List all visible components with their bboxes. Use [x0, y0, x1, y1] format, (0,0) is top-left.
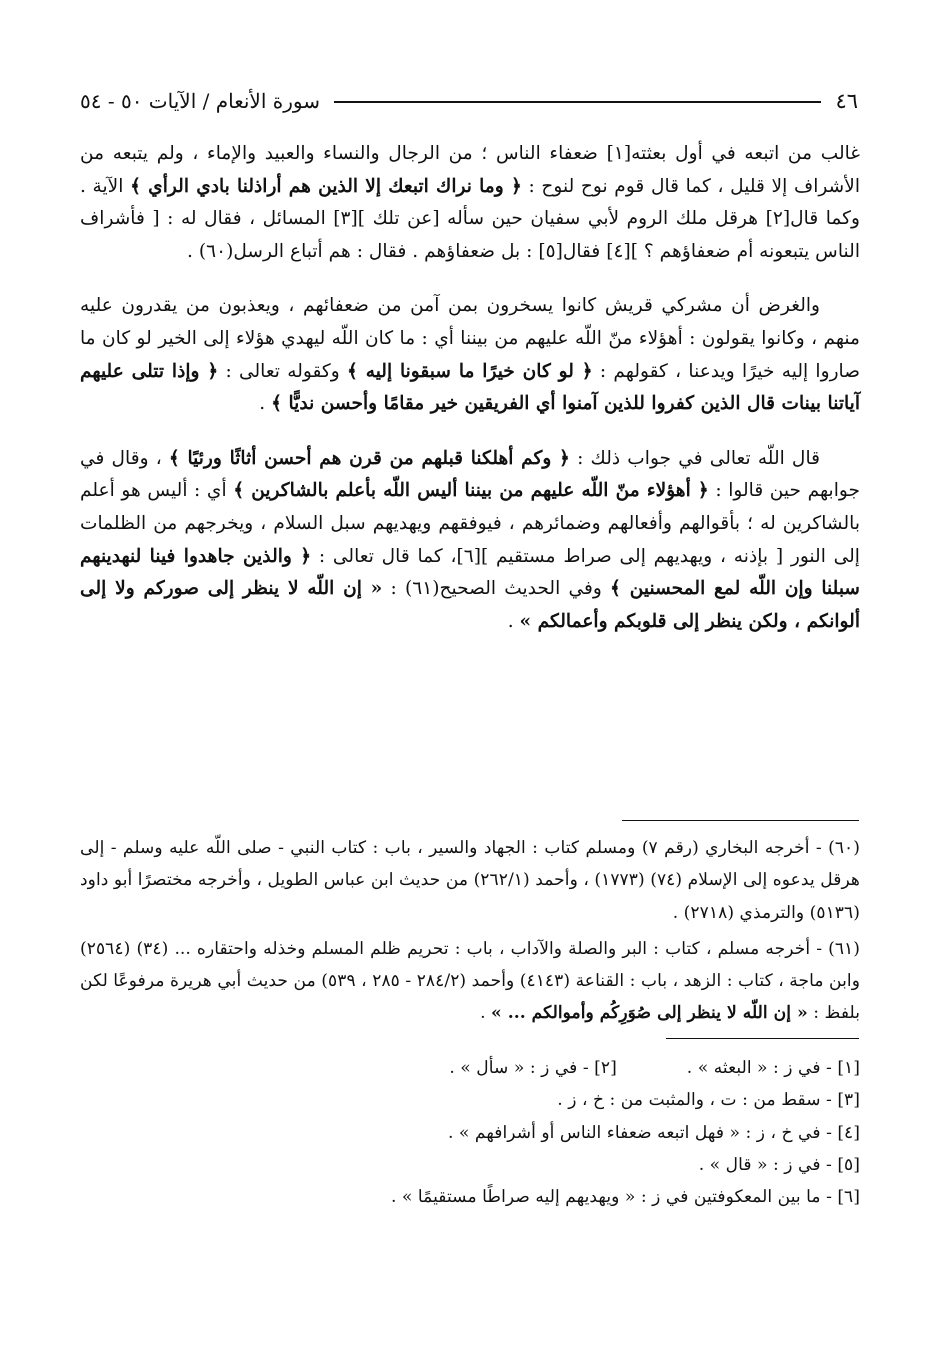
text-run: الآية . وكما قال[٢] هرقل ملك الروم لأبي سفيان حين سأله [عن تلك ][٣] المسائل ، فقال له : [ فأشراف الناس يتبعونه أم ضعفاؤهم ؟ ][٤] فقال[٥] : بل ضعفاؤهم . فقال : هم أتباع الرسل(٦٠) .: [80, 175, 860, 262]
variant-3: [٣] - سقط من : ت ، والمثبت من : خ ، ز .: [557, 1090, 860, 1111]
quran-quote: ﴿ والذين جاهدوا فينا لنهدينهم سبلنا وإن اللّه لمع المحسنين ﴾: [80, 545, 861, 600]
text-run: وكقوله تعالى :: [218, 360, 347, 382]
text-run: .: [507, 610, 520, 632]
footnotes: [80, 832, 860, 1034]
paragraph-2: [80, 290, 860, 420]
quran-quote: ﴿ وإذا تتلى عليهم آياتنا بينات قال الذين كفروا للذين آمنوا أي الفريقين خير مقامًا وأحسن نديًّا ﴾: [80, 360, 860, 415]
footnote-divider: [622, 820, 859, 821]
quran-quote: ﴿ وما نراك اتبعك إلا الذين هم أراذلنا بادي الرأي ﴾: [130, 175, 522, 197]
footnote-61: [80, 933, 860, 1030]
running-title: سورة الأنعام / الآيات ٥٠ - ٥٤: [80, 89, 320, 113]
variants-divider: [666, 1038, 859, 1039]
page-number: ٤٦: [835, 89, 858, 113]
text-run: أي : أليس هو أعلم بالشاكرين له ؛ بأقوالهم وأفعالهم وضمائرهم ، فيوفقهم ويهديهم سبل السلام ، ويخرجهم من الظلمات إلى النور [ بإذنه ، ويهديهم إلى صراط مستقيم ][٦]، كما قال تعالى :: [80, 480, 860, 567]
text-run: ، وقال في جوابهم حين قالوا :: [80, 447, 860, 502]
page-header: [80, 86, 858, 116]
paragraph-3: [80, 443, 860, 639]
variant-5: [٥] - في ز : « قال » .: [698, 1154, 860, 1175]
variant-1: [١] - في ز : « البعثه » .: [686, 1058, 860, 1078]
hadith-quote: « إن اللّه لا ينظر إلى صُوَرِكُم وأموالكم ... »: [491, 1003, 808, 1024]
text-run: .: [259, 393, 272, 415]
hadith-quote: « إن اللّه لا ينظر إلى صوركم ولا إلى ألوانكم ، ولكن ينظر إلى قلوبكم وأعمالكم »: [80, 578, 860, 632]
manuscript-variants: [80, 1052, 860, 1213]
quran-quote: ﴿ أهؤلاء منّ اللّه عليهم من بيننا أليس اللّه بأعلم بالشاكرين ﴾: [233, 480, 709, 502]
variant-6: [٦] - ما بين المعكوفتين في ز : « ويهديهم إليه صراطًا مستقيمًا » .: [391, 1187, 860, 1208]
text-run: وفي الحديث الصحيح(٦١) :: [382, 578, 611, 600]
text-run: والغرض أن مشركي قريش كانوا يسخرون بمن آمن من ضعفائهم ، ويعذبون من يقدرون عليه منهم ، وكانوا يقولون : أهؤلاء منّ اللّه عليهم من بيننا أي : ما كان اللّه ليهدي هؤلاء إلى الخير لو كان ما صاروا إليه خيرًا ويدعنا ، كقولهم :: [80, 295, 861, 382]
text-run: .: [480, 1003, 491, 1024]
footnote-60: (٦٠) - أخرجه البخاري (رقم ٧) ومسلم كتاب : الجهاد والسير ، باب : كتاب النبي - صلى اللّه عليه وسلم - إلى هرقل يدعوه إلى الإسلام (٧٤) (١٧٧٣) ، وأحمد (٢٦٢/١) من حديث ابن عباس الطويل ، وأخرجه مختصرًا أبو داود (٥١٣٦) والترمذي (٢٧١٨) .: [80, 838, 860, 923]
quran-quote: ﴿ وكم أهلكنا قبلهم من قرن هم أحسن أثاثًا ورئيًا ﴾: [168, 447, 570, 469]
text-run: غالب من اتبعه في أول بعثته[١] ضعفاء الناس ؛ من الرجال والنساء والعبيد والإماء ، ولم يتبعه من الأشراف إلا قليل ، كما قال قوم نوح لنوح :: [80, 143, 861, 197]
variant-row: [80, 1052, 860, 1084]
paragraph-1: [80, 138, 860, 268]
variant-2: [٢] - في ز : « سأل » .: [449, 1058, 617, 1078]
text-run: قال اللّه تعالى في جواب ذلك :: [569, 447, 820, 469]
header-rule: [334, 101, 821, 103]
quran-quote: ﴿ لو كان خيرًا ما سبقونا إليه ﴾: [347, 360, 593, 382]
variant-4: [٤] - في خ ، ز : « فهل اتبعه ضعفاء الناس أو أشرافهم » .: [448, 1122, 860, 1143]
main-text: [80, 138, 860, 660]
text-run: (٦١) - أخرجه مسلم ، كتاب : البر والصلة والآداب ، باب : تحريم ظلم المسلم وخذله واحتقاره ... (٣٤) (٢٥٦٤) وابن ماجة ، كتاب : الزهد ، باب : القناعة (٤١٤٣) وأحمد (٢٨٤/٢ - ٢٨٥ ، ٥٣٩) من حديث أبي هريرة مرفوعًا لكن بلفظ :: [80, 938, 860, 1024]
